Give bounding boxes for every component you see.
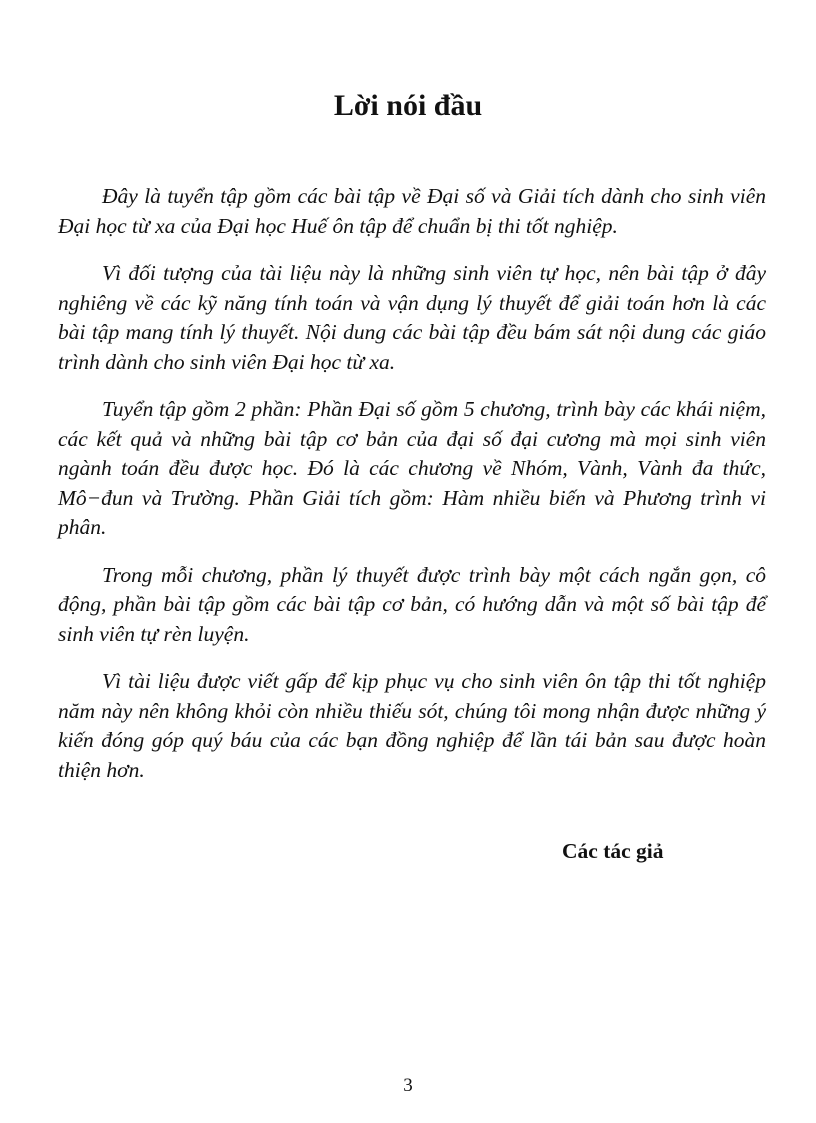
paragraph-3: Tuyển tập gồm 2 phần: Phần Đại số gồm 5 chương, trình bày các khái niệm, các kết quả và những bài tập cơ bản của đại số đại cương mà mọi sinh viên ngành toán đều được học. Đó là các chương về Nhóm, Vành, Vành đa thức, Mô−đun và Trường. Phần Giải tích gồm: Hàm nhiều biến và Phương trình vi phân. (58, 397, 766, 539)
paragraph-5: Vì tài liệu được viết gấp để kịp phục vụ cho sinh viên ôn tập thi tốt nghiệp năm này nên không khỏi còn nhiều thiếu sót, chúng tôi mong nhận được những ý kiến đóng góp quý báu của các bạn đồng nghiệp để lần tái bản sau được hoàn thiện hơn. (58, 669, 766, 782)
paragraph-1: Đây là tuyển tập gồm các bài tập về Đại số và Giải tích dành cho sinh viên Đại học từ xa của Đại học Huế ôn tập để chuẩn bị thi tốt nghiệp. (58, 184, 766, 238)
paragraph-2: Vì đối tượng của tài liệu này là những sinh viên tự học, nên bài tập ở đây nghiêng về các kỹ năng tính toán và vận dụng lý thuyết để giải toán hơn là các bài tập mang tính lý thuyết. Nội dung các bài tập đều bám sát nội dung các giáo trình dành cho sinh viên Đại học từ xa. (58, 261, 766, 374)
author-signature: Các tác giả (562, 839, 664, 863)
preface-body (58, 182, 766, 803)
page-number: 3 (403, 1075, 413, 1096)
paragraph-4: Trong mỗi chương, phần lý thuyết được trình bày một cách ngắn gọn, cô động, phần bài tập gồm các bài tập cơ bản, có hướng dẫn và một số bài tập để sinh viên tự rèn luyện. (58, 562, 766, 646)
page-title: Lời nói đầu (333, 89, 483, 122)
